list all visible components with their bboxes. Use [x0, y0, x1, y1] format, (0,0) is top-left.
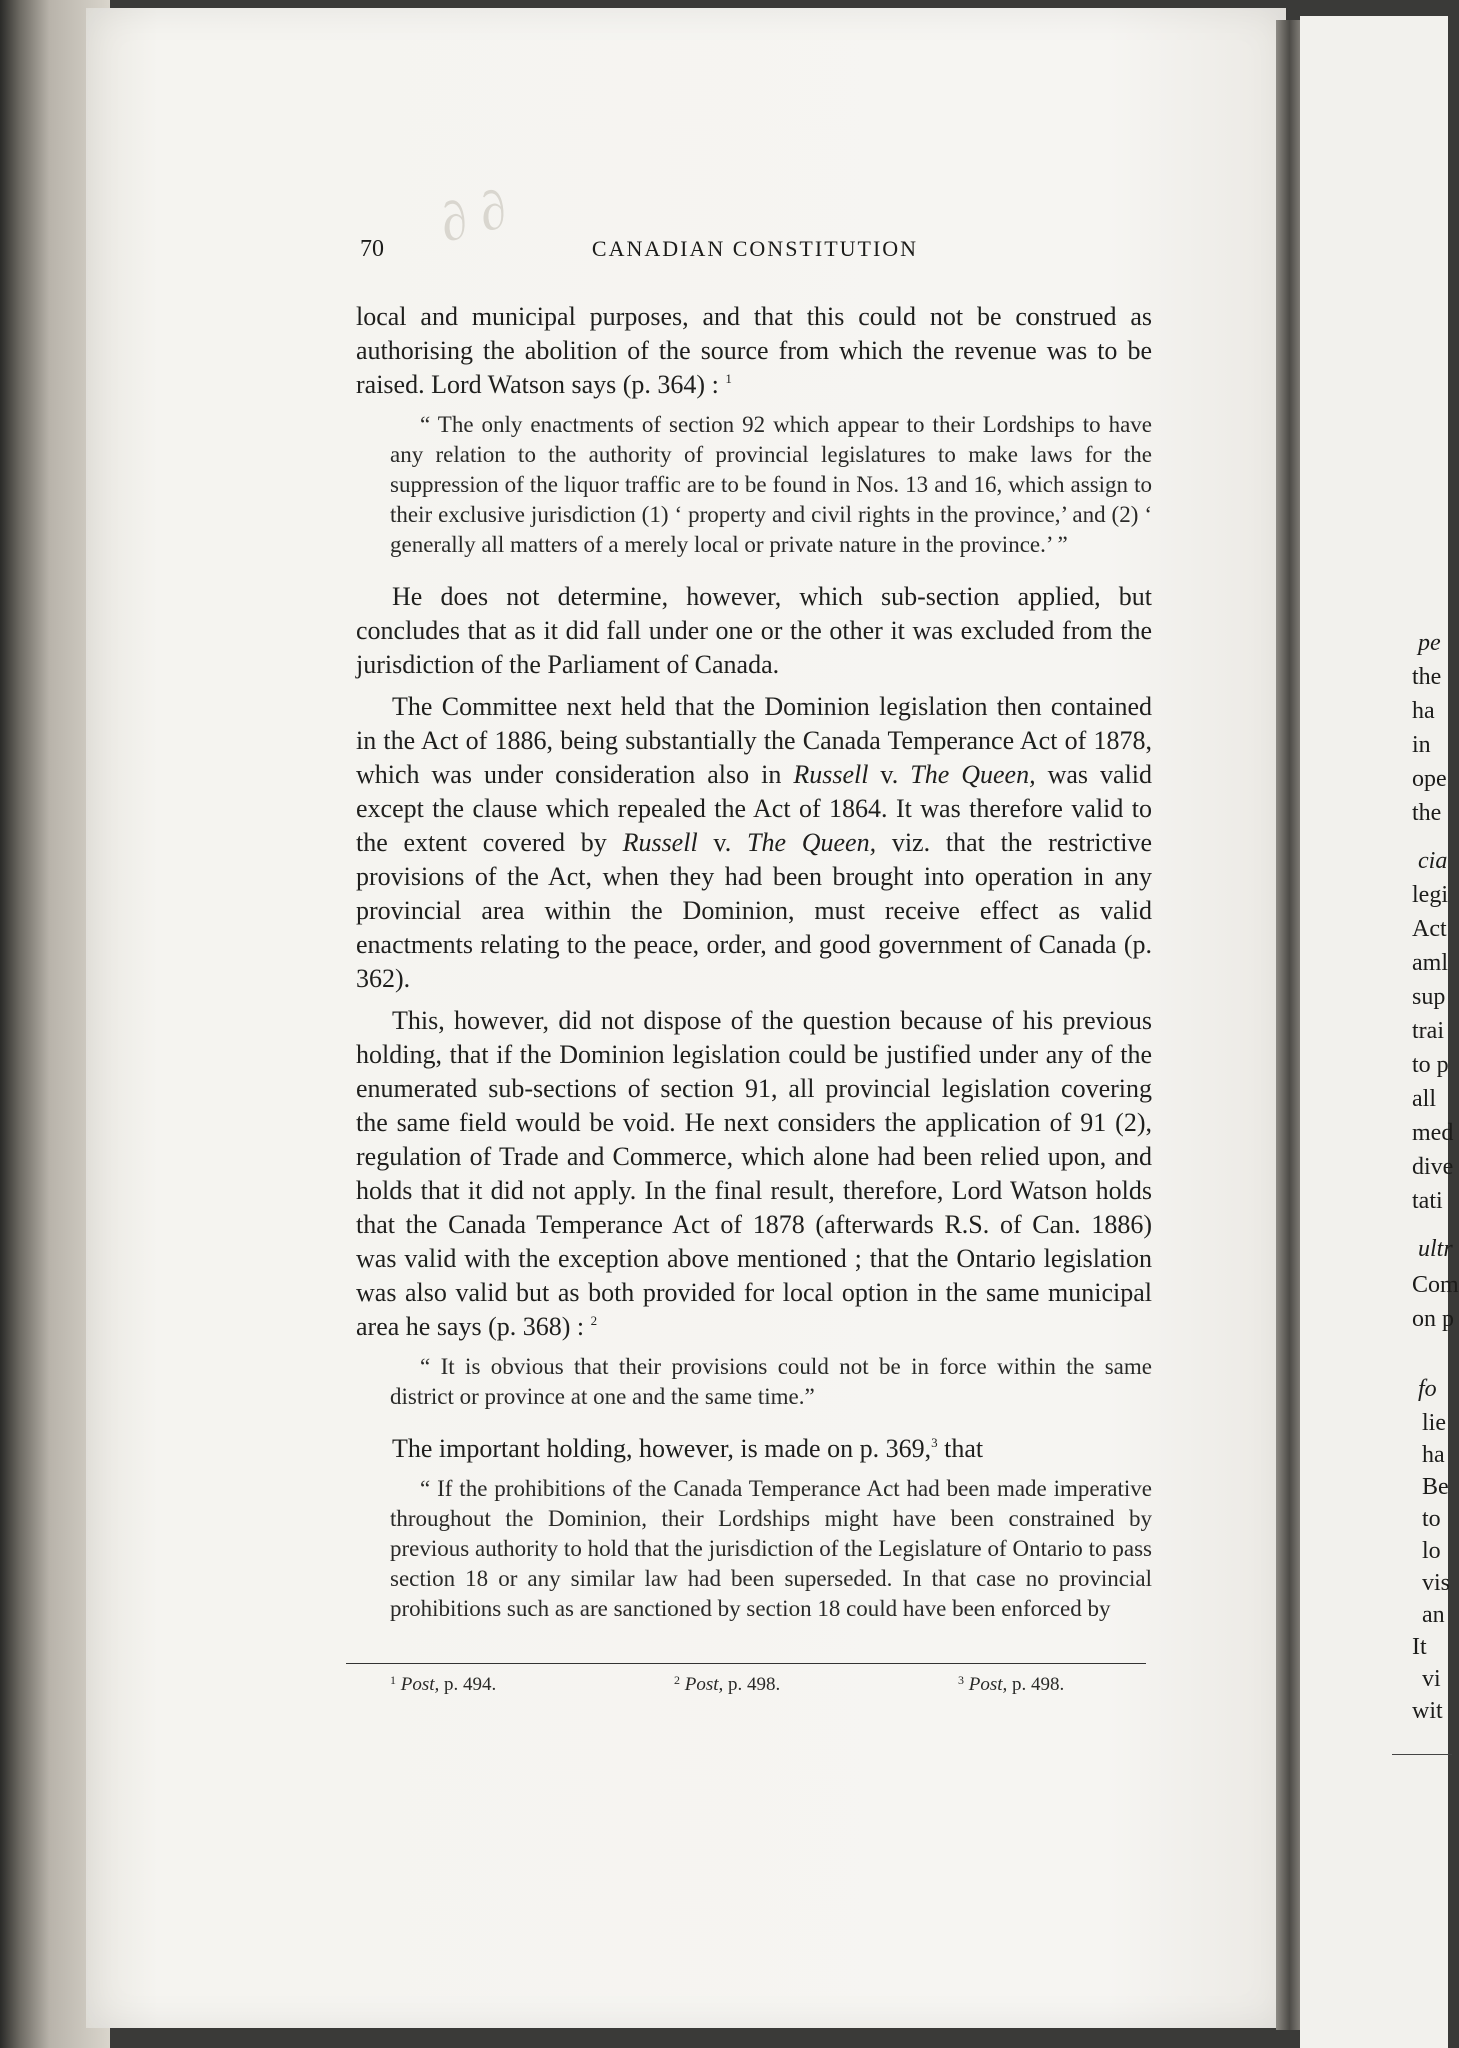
- footnote: $^2$ Post, p. 498.: [674, 1673, 781, 1695]
- case-name: Russell: [622, 828, 698, 857]
- facing-page-fragment: all: [1412, 1086, 1436, 1112]
- facing-page-fragment: ultr: [1418, 1236, 1453, 1262]
- paragraph: He does not determine, however, which sub-section applied, but concludes that as it did fall under one or the other it was excluded from the jurisdiction of the Parliament of Canada.: [356, 582, 1152, 679]
- pencil-mark: ∂ ∂: [433, 178, 514, 254]
- facing-page-fragment: sup: [1412, 984, 1446, 1010]
- facing-page-footnote-rule: [1392, 1754, 1452, 1755]
- case-name: The Queen,: [746, 828, 877, 857]
- facing-page-fragment: to: [1422, 1506, 1441, 1532]
- footnote: $^3$ Post, p. 498.: [958, 1673, 1065, 1695]
- facing-page-fragment: ha: [1422, 1442, 1445, 1468]
- paragraph: local and municipal purposes, and that this could not be construed as authorising the abolition of the source from which the revenue was to be raised. Lord Watson says (p. 364) : $^1$: [356, 302, 1152, 399]
- running-head: [360, 236, 1150, 270]
- facing-page-fragment: pe: [1418, 630, 1441, 656]
- facing-page-fragment: Act: [1412, 916, 1447, 942]
- case-name: The Queen,: [910, 760, 1036, 789]
- footnote-ref: 2: [590, 1313, 598, 1328]
- facing-page-fragment: lie: [1422, 1410, 1446, 1436]
- paragraph: This, however, did not dispose of the question because of his previous holding, that if the Dominion legislation could be justified under any of the enumerated sub-sections of section 91, all provincial legislation covering the same field would be void. He next considers the application of 91 (2), regulation of Trade and Commerce, which alone had been relied upon, and holds that it did not apply. In the final result, therefore, Lord Watson holds that the Canada Temperance Act of 1878 (afterwards R.S. of Can. 1886) was valid with the exception above mentioned ; that the Ontario legislation was also valid but as both provided for local option in the same municipal area he says (p. 368) : $^2$: [356, 1006, 1152, 1341]
- facing-page-fragment: It: [1412, 1634, 1427, 1660]
- running-head-title: CANADIAN CONSTITUTION: [591, 236, 919, 261]
- facing-page-fragment: trai: [1412, 1018, 1444, 1044]
- footnote-rule: [346, 1663, 1146, 1664]
- facing-page-fragment: vis: [1422, 1570, 1451, 1596]
- footnote-ref: 1: [725, 371, 732, 386]
- facing-page-fragment: legi: [1412, 882, 1448, 908]
- block-quote: “ If the prohibitions of the Canada Temperance Act had been made imperative throughout the Dominion, their Lordships might have been constrained by previous authority to hold that the jurisdiction of the Legislature of Ontario to pass section 18 or any similar law had been superseded. In that case no provincial prohibitions such as are sanctioned by section 18 could have been enforced by: [390, 1476, 1152, 1621]
- facing-page-fragment: dive: [1412, 1154, 1454, 1180]
- facing-page-fragment: vi: [1422, 1666, 1441, 1692]
- facing-page-fragment: fo: [1418, 1376, 1437, 1402]
- facing-page-fragment: ope: [1412, 766, 1447, 792]
- page-number: 70: [360, 236, 384, 262]
- facing-page-fragment: wit: [1412, 1698, 1443, 1724]
- facing-page-fragment: aml: [1412, 950, 1448, 976]
- footnote: $^1$ Post, p. 494.: [390, 1673, 497, 1695]
- facing-page-fragment: the: [1412, 664, 1442, 690]
- facing-page-fragment: Be: [1422, 1474, 1449, 1500]
- facing-page-fragment: tati: [1412, 1188, 1443, 1214]
- page-body: [356, 300, 1152, 1624]
- facing-page-fragment: to p: [1412, 1052, 1449, 1078]
- facing-page-fragment: lo: [1422, 1538, 1441, 1564]
- case-name: Russell: [793, 760, 869, 789]
- footnote-ref: 3: [931, 1435, 938, 1450]
- facing-page-fragment: ha: [1412, 698, 1435, 724]
- block-quote: “ It is obvious that their provisions could not be in force within the same district or province at one and the same time.”: [390, 1354, 1152, 1409]
- facing-page-fragment: med: [1412, 1120, 1454, 1146]
- facing-page-fragment: in: [1412, 732, 1431, 758]
- facing-page-fragment: an: [1422, 1602, 1445, 1628]
- facing-page-fragment: on p: [1412, 1306, 1454, 1332]
- facing-page-fragment: cia: [1418, 848, 1448, 874]
- facing-page-fragment: Com: [1412, 1272, 1459, 1298]
- facing-page: [1300, 16, 1459, 2048]
- paragraph: The Committee next held that the Dominion legislation then contained in the Act of 1886, being substantially the Canada Temperance Act of 1878, which was under consideration also in Russell v. The Queen, was valid except the clause which repealed the Act of 1864. It was therefore valid to the extent covered by Russell v. The Queen, viz. that the restrictive provisions of the Act, when they had been brought into operation in any provincial area within the Dominion, must receive effect as valid enactments relating to the peace, order, and good government of Canada (p. 362).: [356, 692, 1153, 993]
- block-quote: “ The only enactments of section 92 which appear to their Lordships to have any relation to the authority of provincial legislatures to make laws for the suppression of the liquor traffic are to be found in Nos. 13 and 16, which assign to their exclusive jurisdiction (1) ‘ property and civil rights in the province,’ and (2) ‘ generally all matters of a merely local or private nature in the province.’ ”: [390, 412, 1152, 557]
- facing-page-fragment: the: [1412, 800, 1442, 826]
- paragraph: The important holding, however, is made on p. 369,$^3$ that: [392, 1434, 984, 1463]
